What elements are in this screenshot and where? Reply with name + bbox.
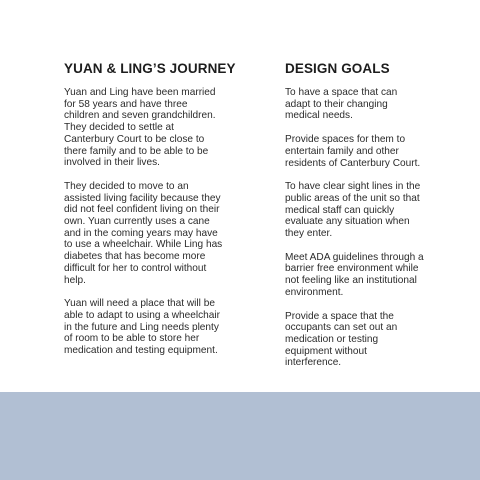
design-goals-section: [285, 61, 425, 381]
design-goal-4: Meet ADA guidelines through a barrier free environment while not feeling like an institutional environment.: [285, 251, 424, 298]
journey-paragraph-1: Yuan and Ling have been married for 58 years and have three children and seven grandchildren. They decided to settle at Canterbury Court to be close to there family and to be able to be involved in their lives.: [64, 87, 216, 169]
design-goal-2: Provide spaces for them to entertain family and other residents of Canterbury Court.: [285, 134, 421, 169]
journey-paragraph-2: They decided to move to an assisted living facility because they did not feel confident living on their own. Yuan currently uses a cane and in the coming years may have to use a wheelchair. While Ling has diabetes that has become more difficult for her to control without help.: [64, 180, 223, 286]
design-goal-3: To have clear sight lines in the public areas of the unit so that medical staff can quickly evaluate any situation when they enter.: [285, 181, 421, 240]
design-goal-5: Provide a space that the occupants can set out an medication or testing equipment without interference.: [285, 310, 398, 369]
journey-paragraph-3: Yuan will need a place that will be able to adapt to using a wheelchair in the future and Ling needs plenty of room to be able to store her medication and testing equipment.: [64, 298, 220, 357]
design-goal-1: To have a space that can adapt to their changing medical needs.: [285, 87, 398, 122]
journey-heading: YUAN & LING’S JOURNEY: [64, 61, 236, 76]
journey-section: [64, 61, 236, 369]
footer-color-band: [0, 392, 480, 480]
design-goals-heading: DESIGN GOALS: [285, 61, 390, 76]
